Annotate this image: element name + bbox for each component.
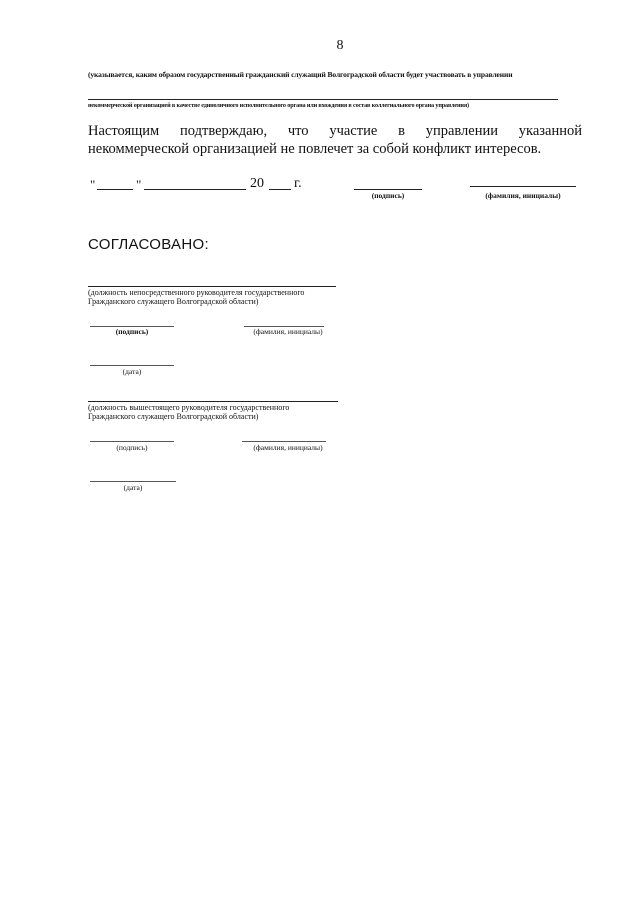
date-quote-open: " bbox=[90, 177, 96, 192]
applicant-signature-caption: (подпись) bbox=[371, 191, 405, 200]
confirmation-line-1: Настоящим подтверждаю, что участие в управлении указанной bbox=[88, 123, 582, 139]
supervisor-date-caption: (дата) bbox=[122, 367, 142, 376]
superior-signature-caption: (подпись) bbox=[116, 443, 148, 452]
superior-position-field[interactable] bbox=[88, 401, 338, 402]
clarification-note: (указывается, каким образом государственный гражданский служащий Волгоградской области будет участвовать в управлении bbox=[88, 70, 513, 79]
day-field[interactable] bbox=[97, 189, 133, 190]
year-field[interactable] bbox=[269, 189, 291, 190]
superior-position-caption-1: (должность вышестоящего руководителя государственного bbox=[88, 403, 290, 412]
supervisor-position-caption-1: (должность непосредственного руководителя государственного bbox=[88, 288, 305, 297]
applicant-name-field[interactable] bbox=[470, 186, 576, 187]
approved-heading: СОГЛАСОВАНО: bbox=[88, 236, 209, 253]
applicant-name-caption: (фамилия, инициалы) bbox=[485, 191, 561, 200]
month-field[interactable] bbox=[144, 189, 246, 190]
year-prefix: 20 bbox=[250, 176, 264, 191]
supervisor-name-caption: (фамилия, инициалы) bbox=[253, 327, 323, 336]
superior-date-field[interactable] bbox=[90, 481, 176, 482]
supervisor-position-caption-2: Гражданского служащего Волгоградской области) bbox=[88, 297, 259, 306]
confirmation-line-2: некоммерческой организацией не повлечет за собой конфликт интересов. bbox=[88, 141, 542, 157]
year-suffix: г. bbox=[294, 176, 302, 191]
supervisor-signature-caption: (подпись) bbox=[115, 327, 149, 336]
superior-signature-field[interactable] bbox=[90, 441, 174, 442]
superior-date-caption: (дата) bbox=[123, 483, 143, 492]
superior-position-caption-2: Гражданского служащего Волгоградской области) bbox=[88, 412, 259, 421]
applicant-signature-field[interactable] bbox=[354, 189, 422, 190]
page-number: 8 bbox=[336, 38, 344, 53]
clarification-fill-line bbox=[88, 99, 558, 100]
supervisor-date-field[interactable] bbox=[90, 365, 174, 366]
date-quote-close: " bbox=[136, 177, 142, 192]
clarification-note-cont: некоммерческой организацией в качестве единоличного исполнительного органа или вхождения в состав коллегиального органа управления) bbox=[88, 102, 469, 109]
supervisor-position-field[interactable] bbox=[88, 286, 336, 287]
superior-name-field[interactable] bbox=[242, 441, 326, 442]
superior-name-caption: (фамилия, инициалы) bbox=[253, 443, 323, 452]
